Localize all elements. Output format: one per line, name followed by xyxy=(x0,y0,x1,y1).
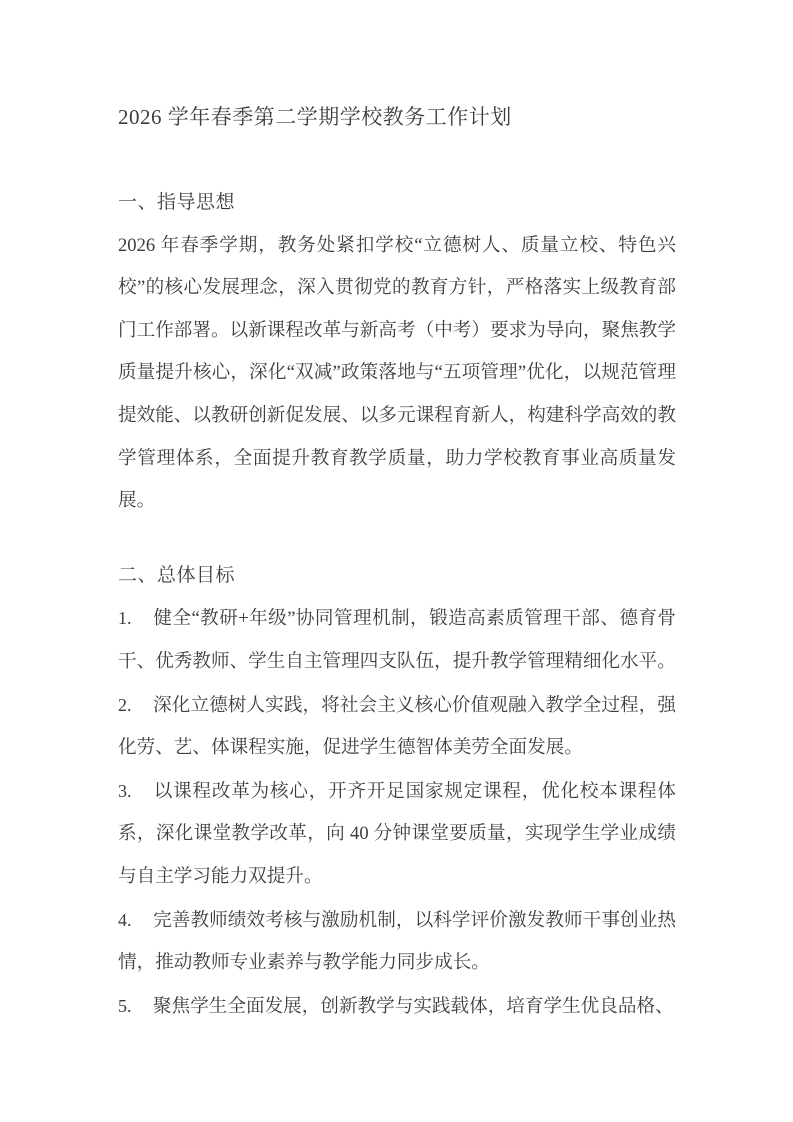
list-item xyxy=(118,770,676,899)
list-item xyxy=(118,985,676,1029)
section-heading-guiding-ideology: 一、指导思想 xyxy=(118,192,236,213)
list-item-number: 1. xyxy=(118,608,132,629)
list-item-text: 聚焦学生全面发展，创新教学与实践载体，培育学生优良品格、 xyxy=(153,995,674,1017)
document-title: 2026 学年春季第二学期学校教务工作计划 xyxy=(118,105,512,129)
spacer xyxy=(118,523,676,555)
guiding-ideology-paragraph: 2026 年春季学期，教务处紧扣学校“立德树人、质量立校、特色兴校”的核心发展理念，深入贯彻党的教育方针，严格落实上级教育部门工作部署。以新课程改革与新高考（中考）要求为导向，聚焦教学质量提升核心，深化“双减”政策落地与“五项管理”优化，以规范管理提效能、以教研创新促发展、以多元课程育新人，构建科学高效的教学管理体系，全面提升教育教学质量，助力学校教育事业高质量发展。 xyxy=(118,234,676,512)
list-item-number: 2. xyxy=(118,694,132,715)
list-item xyxy=(118,597,676,683)
list-item-number: 3. xyxy=(118,780,132,801)
list-item-number: 5. xyxy=(118,995,132,1016)
list-item-text: 健全“教研+年级”协同管理机制，锻造高素质管理干部、德育骨干、优秀教师、学生自主管理四支队伍，提升教学管理精细化水平。 xyxy=(118,608,676,672)
spacer xyxy=(118,139,676,182)
list-item-text: 深化立德树人实践，将社会主义核心价值观融入教学全过程，强化劳、艺、体课程实施，促进学生德智体美劳全面发展。 xyxy=(118,694,676,759)
section-heading-overall-goals: 二、总体目标 xyxy=(118,564,236,586)
list-item-number: 4. xyxy=(118,909,132,930)
list-item-text: 以课程改革为核心，开齐开足国家规定课程，优化校本课程体系，深化课堂教学改革，向 40 分钟课堂要质量，实现学生学业成绩与自主学习能力双提升。 xyxy=(118,780,676,887)
list-item xyxy=(118,684,676,770)
list-item xyxy=(118,899,676,985)
list-item-text: 完善教师绩效考核与激励机制，以科学评价激发教师干事创业热情，推动教师专业素养与教学能力同步成长。 xyxy=(118,909,676,974)
